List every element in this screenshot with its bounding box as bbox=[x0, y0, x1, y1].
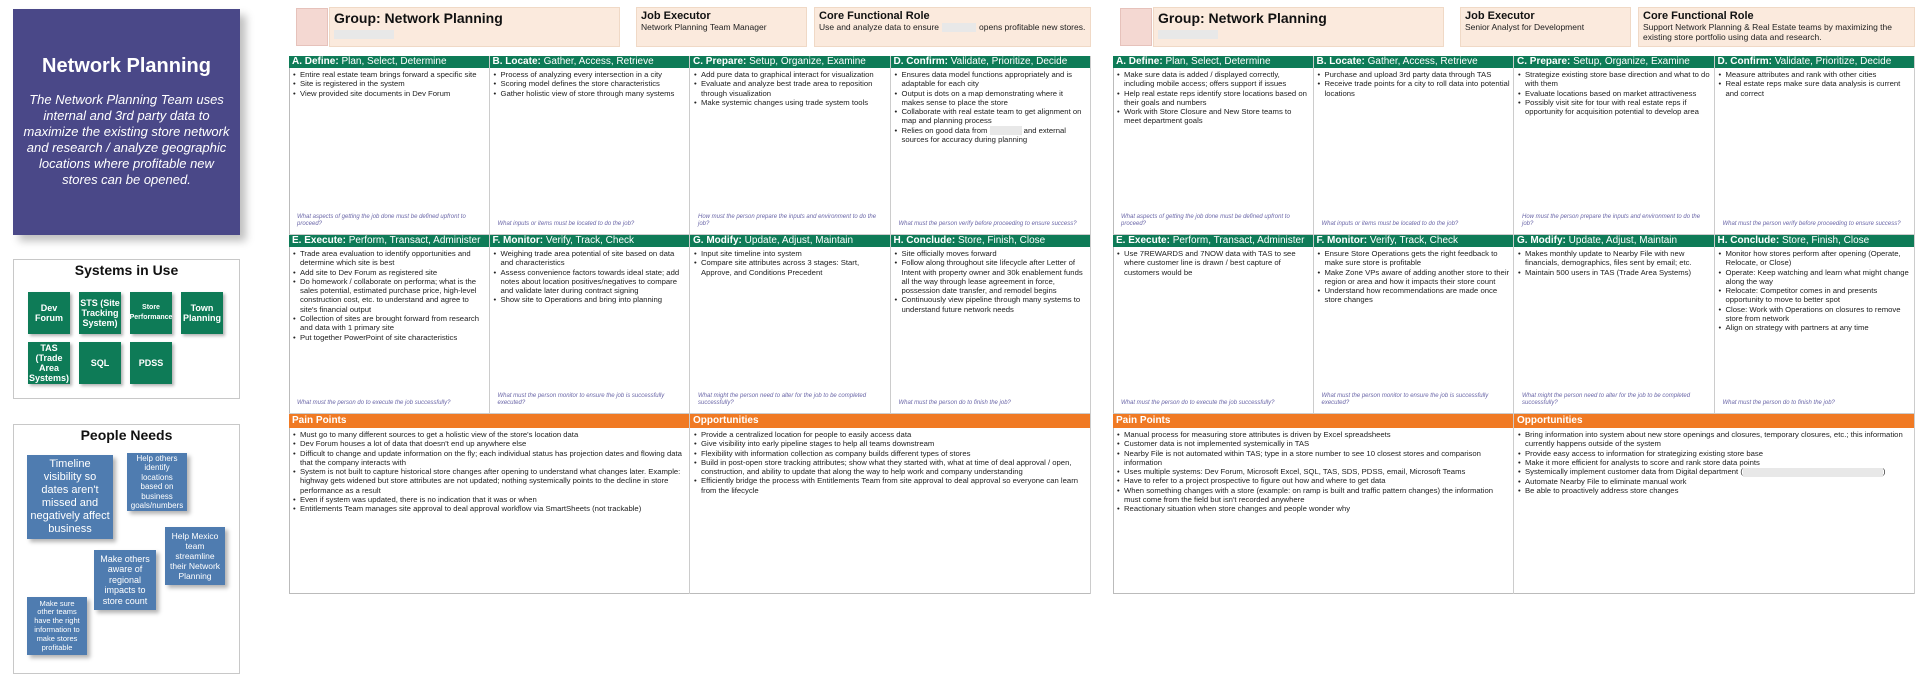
pain-points-section bbox=[1113, 414, 1514, 594]
job-step-verbs: Validate, Prioritize, Decide bbox=[1771, 56, 1892, 67]
opportunities-item: • Make it more efficient for analysts to score and rank store data points bbox=[1517, 458, 1911, 467]
job-step-question: What might the person need to alter for the job to be completed successfully? bbox=[698, 393, 867, 406]
job-step-bullet: • Possibly visit site for tour with real estate reps if opportunity for acquisition potential to develop area bbox=[1517, 98, 1711, 117]
pain-points-section bbox=[289, 414, 690, 594]
job-step-header bbox=[1314, 56, 1514, 68]
job-step-cell bbox=[1113, 235, 1314, 414]
pain-points-item: • Have to refer to a project prospective to figure out how and where to get data bbox=[1116, 476, 1510, 485]
core-role-text-before: Support Network Planning & Real Estate teams by maximizing the existing store portfolio using data and research. bbox=[1643, 22, 1892, 42]
job-step-header bbox=[1314, 235, 1514, 247]
job-step-bullet: • Close: Work with Operations on closures to remove store from network bbox=[1718, 305, 1912, 324]
job-step-header bbox=[690, 235, 890, 247]
job-step-letter: D. Confirm: bbox=[1717, 56, 1772, 67]
core-role-label: Core Functional Role bbox=[1643, 10, 1754, 22]
opportunities-list bbox=[1514, 428, 1914, 495]
job-step-cell bbox=[690, 56, 891, 235]
job-step-question: What must the person do to execute the job successfully? bbox=[297, 400, 451, 406]
opportunities-item: • Automate Nearby File to eliminate manual work bbox=[1517, 477, 1911, 486]
pain-points-list bbox=[1113, 428, 1513, 514]
system-dev-forum: Dev Forum bbox=[28, 292, 70, 334]
job-step-verbs: Plan, Select, Determine bbox=[338, 56, 447, 67]
job-step-bullets bbox=[1314, 68, 1514, 98]
job-step-verbs: Perform, Transact, Administer bbox=[345, 235, 481, 246]
job-step-verbs: Verify, Track, Check bbox=[543, 235, 634, 246]
job-step-bullets bbox=[490, 68, 690, 98]
system-tas: TAS (Trade Area Systems) bbox=[28, 343, 70, 383]
core-role-value bbox=[819, 22, 1086, 32]
sticky-note-other-teams: Make sure other teams have the right information to make stores profitable bbox=[27, 597, 87, 655]
job-step-bullet: • Maintain 500 users in TAS (Trade Area Systems) bbox=[1517, 268, 1711, 277]
job-step-cell bbox=[1113, 56, 1314, 235]
core-role-text-after: opens profitable new stores. bbox=[979, 22, 1086, 32]
job-step-cell bbox=[690, 235, 891, 414]
job-step-letter: C. Prepare: bbox=[693, 56, 747, 67]
job-step-letter: F. Monitor: bbox=[1316, 235, 1368, 246]
job-step-bullets bbox=[1715, 247, 1915, 333]
job-executor-label: Job Executor bbox=[641, 10, 711, 22]
job-step-bullet: • Collaborate with real estate team to get alignment on map and planning process bbox=[894, 107, 1088, 126]
job-step-cell bbox=[1314, 235, 1515, 414]
job-step-bullet: • Strategize existing store base direction and what to do with them bbox=[1517, 70, 1711, 89]
pain-points-header: Pain Points bbox=[289, 414, 689, 428]
job-step-question: What must the person do to finish the job? bbox=[1722, 400, 1835, 406]
job-step-verbs: Gather, Access, Retrieve bbox=[540, 56, 654, 67]
closing-paren: ) bbox=[1882, 467, 1886, 477]
job-step-bullets bbox=[289, 247, 489, 342]
pain-points-item: • Manual process for measuring store attributes is driven by Excel spreadsheets bbox=[1116, 430, 1510, 439]
opportunities-header: Opportunities bbox=[690, 414, 1090, 428]
job-step-letter: G. Modify: bbox=[693, 235, 742, 246]
job-step-cell bbox=[1514, 56, 1715, 235]
job-step-bullets bbox=[289, 68, 489, 98]
job-step-verbs: Store, Finish, Close bbox=[1779, 235, 1870, 246]
job-step-cell bbox=[289, 235, 490, 414]
sticky-note-mexico-team: Help Mexico team streamline their Network Planning bbox=[165, 527, 225, 585]
job-step-header bbox=[1113, 56, 1313, 68]
job-step-question: How must the person prepare the inputs and environment to do the job? bbox=[1522, 214, 1701, 227]
job-step-question: What must the person verify before proceeding to ensure success? bbox=[1722, 221, 1901, 227]
job-step-letter: E. Execute: bbox=[292, 235, 346, 246]
job-step-bullet: • Makes monthly update to Nearby File with new financials, demographics, files sent by email; etc. bbox=[1517, 249, 1711, 268]
job-step-bullet: • View provided site documents in Dev Forum bbox=[292, 89, 486, 98]
job-step-bullet: • Relocate: Competitor comes in and presents opportunity to move to better spot bbox=[1718, 286, 1912, 305]
group-header bbox=[329, 7, 620, 47]
opportunities-item: • Systemically implement customer data from Digital department ( ) bbox=[1517, 467, 1911, 476]
pain-points-item: • Difficult to change and update information on the fly; each individual status has projection dates and flowing data that the company interacts with bbox=[292, 449, 686, 468]
core-role-label: Core Functional Role bbox=[819, 10, 930, 22]
pain-points-item: • Uses multiple systems: Dev Forum, Microsoft Excel, SQL, TAS, SDS, PDSS, email, Microsoft Teams bbox=[1116, 467, 1510, 476]
job-step-verbs: Verify, Track, Check bbox=[1367, 235, 1458, 246]
job-step-bullet: • Receive trade points for a city to roll data into potential locations bbox=[1317, 79, 1511, 98]
opportunities-item: • Give visibility into early pipeline stages to help all teams downstream bbox=[693, 439, 1087, 448]
job-step-letter: H. Conclude: bbox=[893, 235, 956, 246]
job-step-question: What might the person need to alter for the job to be completed successfully? bbox=[1522, 393, 1691, 406]
pain-points-item: • Customer data is not implemented systemically in TAS bbox=[1116, 439, 1510, 448]
core-role-header bbox=[1638, 7, 1915, 47]
opportunities-item: • Be able to proactively address store changes bbox=[1517, 486, 1911, 495]
job-step-bullet: • Do homework / collaborate on performa; what is the sales potential, estimated purchase price, high-level construction cost, etc. to understand and agree to site's financial output bbox=[292, 277, 486, 314]
job-step-cell bbox=[490, 56, 691, 235]
job-step-bullets bbox=[690, 68, 890, 107]
bullet-text-part: Relies on good data from bbox=[901, 125, 990, 135]
job-step-bullet: • Compare site attributes across 3 stages: Start, Approve, and Conditions Precedent bbox=[693, 258, 887, 277]
job-step-bullet: • Collection of sites are brought forward from research and data with 1 primary site bbox=[292, 314, 486, 333]
job-step-bullet: • Operate: Keep watching and learn what might change along the way bbox=[1718, 268, 1912, 287]
job-step-verbs: Perform, Transact, Administer bbox=[1169, 235, 1305, 246]
job-step-question: What aspects of getting the job done must be defined upfront to proceed? bbox=[1121, 214, 1290, 227]
executor-avatar bbox=[296, 8, 328, 46]
job-step-bullet: • Scoring model defines the store characteristics bbox=[493, 79, 687, 88]
pain-points-header: Pain Points bbox=[1113, 414, 1513, 428]
job-step-letter: D. Confirm: bbox=[893, 56, 948, 67]
job-step-cell bbox=[490, 235, 691, 414]
job-step-bullet: • Monitor how stores perform after opening (Operate, Relocate, or Close) bbox=[1718, 249, 1912, 268]
opportunities-item: • Provide a centralized location for people to easily access data bbox=[693, 430, 1087, 439]
core-role-text-before: Use and analyze data to ensure bbox=[819, 22, 940, 32]
job-step-letter: B. Locate: bbox=[1316, 56, 1365, 67]
pain-points-item: • Reactionary situation when store changes and people wonder why bbox=[1116, 504, 1510, 513]
group-header bbox=[1153, 7, 1444, 47]
group-label: Group: Network Planning bbox=[1158, 10, 1327, 26]
team-hero-card bbox=[13, 9, 240, 235]
job-step-bullet: • Align on strategy with partners at any time bbox=[1718, 323, 1912, 332]
job-step-bullet: • Make sure data is added / displayed correctly, including mobile access; offers support if issues bbox=[1116, 70, 1310, 89]
job-step-verbs: Update, Adjust, Maintain bbox=[741, 235, 854, 246]
job-step-verbs: Setup, Organize, Examine bbox=[746, 56, 866, 67]
job-step-header bbox=[490, 56, 690, 68]
job-step-bullet: • Make systemic changes using trade system tools bbox=[693, 98, 887, 107]
pain-points-item: • Dev Forum houses a lot of data that doesn't end up anywhere else bbox=[292, 439, 686, 448]
people-needs-title: People Needs bbox=[80, 427, 173, 443]
job-step-question: How must the person prepare the inputs and environment to do the job? bbox=[698, 214, 877, 227]
people-needs-box bbox=[13, 424, 240, 674]
job-step-header bbox=[891, 56, 1091, 68]
job-step-bullet: • Add pure data to graphical interact for visualization bbox=[693, 70, 887, 79]
opportunities-item: • Flexibility with information collection as company builds different types of stores bbox=[693, 449, 1087, 458]
job-step-question: What must the person do to execute the job successfully? bbox=[1121, 400, 1275, 406]
job-step-bullets bbox=[1113, 68, 1313, 126]
job-step-verbs: Update, Adjust, Maintain bbox=[1565, 235, 1678, 246]
job-step-verbs: Validate, Prioritize, Decide bbox=[947, 56, 1068, 67]
core-role-value bbox=[1643, 22, 1910, 42]
system-sts: STS (Site Tracking System) bbox=[79, 292, 121, 334]
job-step-bullet: • Site officially moves forward bbox=[894, 249, 1088, 258]
pain-points-item: • System is not built to capture historical store changes after opening to understand what changes later. Example: highway gets widened but store attributes are not updated; nothing systemically points to the decline in store performance as a result bbox=[292, 467, 686, 495]
job-step-bullet: • Real estate reps make sure data analysis is current and correct bbox=[1718, 79, 1912, 98]
job-step-bullet: • Gather holistic view of store through many systems bbox=[493, 89, 687, 98]
opportunities-list bbox=[690, 428, 1090, 495]
systems-title: Systems in Use bbox=[74, 262, 179, 278]
job-step-letter: A. Define: bbox=[292, 56, 339, 67]
job-step-bullet: • Continuously view pipeline through many systems to understand future network needs bbox=[894, 295, 1088, 314]
job-step-cell bbox=[891, 56, 1092, 235]
job-executor-value: Senior Analyst for Development bbox=[1465, 22, 1585, 32]
job-step-bullet: • Work with Store Closure and New Store teams to meet department goals bbox=[1116, 107, 1310, 126]
job-step-question: What must the person monitor to ensure the job is successfully executed? bbox=[1321, 393, 1489, 406]
job-step-verbs: Setup, Organize, Examine bbox=[1570, 56, 1690, 67]
system-store-performance: Store Performance bbox=[130, 292, 172, 334]
job-step-bullet: • Help real estate reps identify store locations based on their goals and numbers bbox=[1116, 89, 1310, 108]
job-step-bullet: • Ensure Store Operations gets the right feedback to make sure store is profitable bbox=[1317, 249, 1511, 268]
job-step-bullets bbox=[1514, 247, 1714, 277]
job-step-header bbox=[1715, 235, 1915, 247]
job-step-letter: C. Prepare: bbox=[1517, 56, 1571, 67]
job-step-bullet: • Put together PowerPoint of site characteristics bbox=[292, 333, 486, 342]
pain-points-item: • Must go to many different sources to get a holistic view of the store's location data bbox=[292, 430, 686, 439]
system-town-planning: Town Planning bbox=[181, 292, 223, 334]
sticky-note-timeline: Timeline visibility so dates aren't missed and negatively affect business bbox=[27, 455, 113, 539]
job-step-bullet: • Add site to Dev Forum as registered site bbox=[292, 268, 486, 277]
job-step-bullet: • Entire real estate team brings forward a specific site bbox=[292, 70, 486, 79]
job-step-bullet: • Output is dots on a map demonstrating where it makes sense to place the store bbox=[894, 89, 1088, 108]
job-step-bullet: • Follow along throughout site lifecycle after Letter of Intent with property owner and 30k enablement funds all the way through lease agreement in force, possession date transfer, and remodel begins bbox=[894, 258, 1088, 295]
job-step-cell bbox=[289, 56, 490, 235]
job-step-header bbox=[289, 235, 489, 247]
job-step-bullet: • Make Zone VPs aware of adding another store to their region or area and how it impacts their store count bbox=[1317, 268, 1511, 287]
job-step-cell bbox=[891, 235, 1092, 414]
job-step-bullet: • Ensures data model functions appropriately and is adaptable for each city bbox=[894, 70, 1088, 89]
pain-points-item: • Even if system was updated, there is no indication that it was or when bbox=[292, 495, 686, 504]
job-step-bullet: • Process of analyzing every intersection in a city bbox=[493, 70, 687, 79]
job-step-bullet: • Evaluate locations based on market attractiveness bbox=[1517, 89, 1711, 98]
job-step-question: What must the person monitor to ensure the job is successfully executed? bbox=[497, 393, 665, 406]
pain-points-item: • Entitlements Team manages site approval to deal approval workflow via SmartSheets (not trackable) bbox=[292, 504, 686, 513]
job-step-header bbox=[891, 235, 1091, 247]
job-step-bullets bbox=[690, 247, 890, 277]
job-step-bullet: • Input site timeline into system bbox=[693, 249, 887, 258]
job-step-question: What aspects of getting the job done must be defined upfront to proceed? bbox=[297, 214, 466, 227]
job-step-letter: A. Define: bbox=[1116, 56, 1163, 67]
job-step-letter: E. Execute: bbox=[1116, 235, 1170, 246]
job-step-question: What must the person verify before proceeding to ensure success? bbox=[898, 221, 1077, 227]
job-step-verbs: Plan, Select, Determine bbox=[1162, 56, 1271, 67]
job-step-bullet: • Assess convenience factors towards ideal state; add notes about location positives/negatives to compare and validate later during contract signing bbox=[493, 268, 687, 296]
job-step-header bbox=[1514, 56, 1714, 68]
pain-points-list bbox=[289, 428, 689, 514]
system-pdss: PDSS bbox=[130, 342, 172, 384]
opportunities-section bbox=[690, 414, 1091, 594]
system-sql: SQL bbox=[79, 342, 121, 384]
job-step-question: What inputs or items must be located to do the job? bbox=[1321, 221, 1459, 227]
job-step-cell bbox=[1514, 235, 1715, 414]
opportunities-section bbox=[1514, 414, 1915, 594]
job-step-letter: B. Locate: bbox=[492, 56, 541, 67]
job-executor-label: Job Executor bbox=[1465, 10, 1535, 22]
job-step-letter: G. Modify: bbox=[1517, 235, 1566, 246]
job-step-header bbox=[1514, 235, 1714, 247]
job-step-cell bbox=[1314, 56, 1515, 235]
job-step-header bbox=[490, 235, 690, 247]
pain-points-item: • When something changes with a store (example: on ramp is built and traffic pattern changes) the information must come from the field but isn't recorded anywhere bbox=[1116, 486, 1510, 505]
job-step-header bbox=[690, 56, 890, 68]
job-step-bullet: • Weighing trade area potential of site based on data and characteristics bbox=[493, 249, 687, 268]
job-step-header bbox=[289, 56, 489, 68]
job-step-bullet: • Show site to Operations and bring into planning bbox=[493, 295, 687, 304]
job-step-cell bbox=[1715, 56, 1916, 235]
job-step-letter: H. Conclude: bbox=[1717, 235, 1780, 246]
bullet-text-part: and external sources for accuracy during planning bbox=[901, 125, 1066, 145]
job-executor-header bbox=[1460, 7, 1631, 47]
opportunities-item: • Provide easy access to information for strategizing existing store base bbox=[1517, 449, 1911, 458]
job-step-letter: F. Monitor: bbox=[492, 235, 544, 246]
job-step-verbs: Store, Finish, Close bbox=[955, 235, 1046, 246]
core-role-header bbox=[814, 7, 1091, 47]
redacted-text bbox=[1743, 468, 1883, 477]
job-step-header bbox=[1715, 56, 1915, 68]
redacted-text bbox=[942, 23, 976, 32]
redacted-text bbox=[1158, 30, 1218, 39]
team-description: The Network Planning Team uses internal and 3rd party data to maximize the existing store network and research / analyze geographic locations where profitable new stores can be opened. bbox=[23, 92, 230, 187]
sticky-note-help-others: Help others identify locations based on business goals/numbers bbox=[127, 453, 187, 511]
executor-avatar bbox=[1120, 8, 1152, 46]
job-step-bullets bbox=[1514, 68, 1714, 116]
group-label: Group: Network Planning bbox=[334, 10, 503, 26]
job-step-bullets bbox=[891, 68, 1091, 145]
team-title: Network Planning bbox=[42, 55, 211, 77]
job-step-bullet: • Purchase and upload 3rd party data through TAS bbox=[1317, 70, 1511, 79]
job-step-bullet: • Trade area evaluation to identify opportunities and determine which site is best bbox=[292, 249, 486, 268]
job-step-header bbox=[1113, 235, 1313, 247]
pain-points-item: • Nearby File is not automated within TAS; type in a store number to see 10 closest stores and comparison information bbox=[1116, 449, 1510, 468]
job-step-bullet: • Understand how recommendations are made once store changes bbox=[1317, 286, 1511, 305]
opportunities-header: Opportunities bbox=[1514, 414, 1914, 428]
job-step-verbs: Gather, Access, Retrieve bbox=[1364, 56, 1478, 67]
job-step-bullet: • Site is registered in the system bbox=[292, 79, 486, 88]
job-step-bullets bbox=[1113, 247, 1313, 277]
job-step-bullet: • Use 7REWARDS and 7NOW data with TAS to see where customer line is drawn / best capture of customers would be bbox=[1116, 249, 1310, 277]
job-step-bullets bbox=[490, 247, 690, 305]
job-step-bullet: • Evaluate and analyze best trade area to reposition through visualization bbox=[693, 79, 887, 98]
job-step-question: What inputs or items must be located to do the job? bbox=[497, 221, 635, 227]
sticky-note-regional-impacts: Make others aware of regional impacts to store count bbox=[94, 550, 156, 610]
job-step-cell bbox=[1715, 235, 1916, 414]
opportunities-item: • Efficiently bridge the process with Entitlements Team from site approval to deal approval so everyone can learn from the lifecycle bbox=[693, 476, 1087, 495]
redacted-text bbox=[990, 126, 1022, 135]
job-step-question: What must the person do to finish the job? bbox=[898, 400, 1011, 406]
systems-box bbox=[13, 259, 240, 399]
job-step-bullets bbox=[891, 247, 1091, 314]
job-executor-header bbox=[636, 7, 807, 47]
opportunities-item: • Build in post-open store tracking attributes; show what they started with, what at time of deal approval / open, construction, and ability to update that along the way to help work and company understanding bbox=[693, 458, 1087, 477]
job-executor-value: Network Planning Team Manager bbox=[641, 22, 767, 32]
opportunities-item: • Bring information into system about new store openings and closures, temporary closures, etc.; this information currently happens outside of the system bbox=[1517, 430, 1911, 449]
job-step-bullet: • Measure attributes and rank with other cities bbox=[1718, 70, 1912, 79]
job-step-bullets bbox=[1314, 247, 1514, 305]
job-step-bullets bbox=[1715, 68, 1915, 98]
redacted-text bbox=[334, 30, 394, 39]
job-step-bullet bbox=[894, 126, 1088, 145]
